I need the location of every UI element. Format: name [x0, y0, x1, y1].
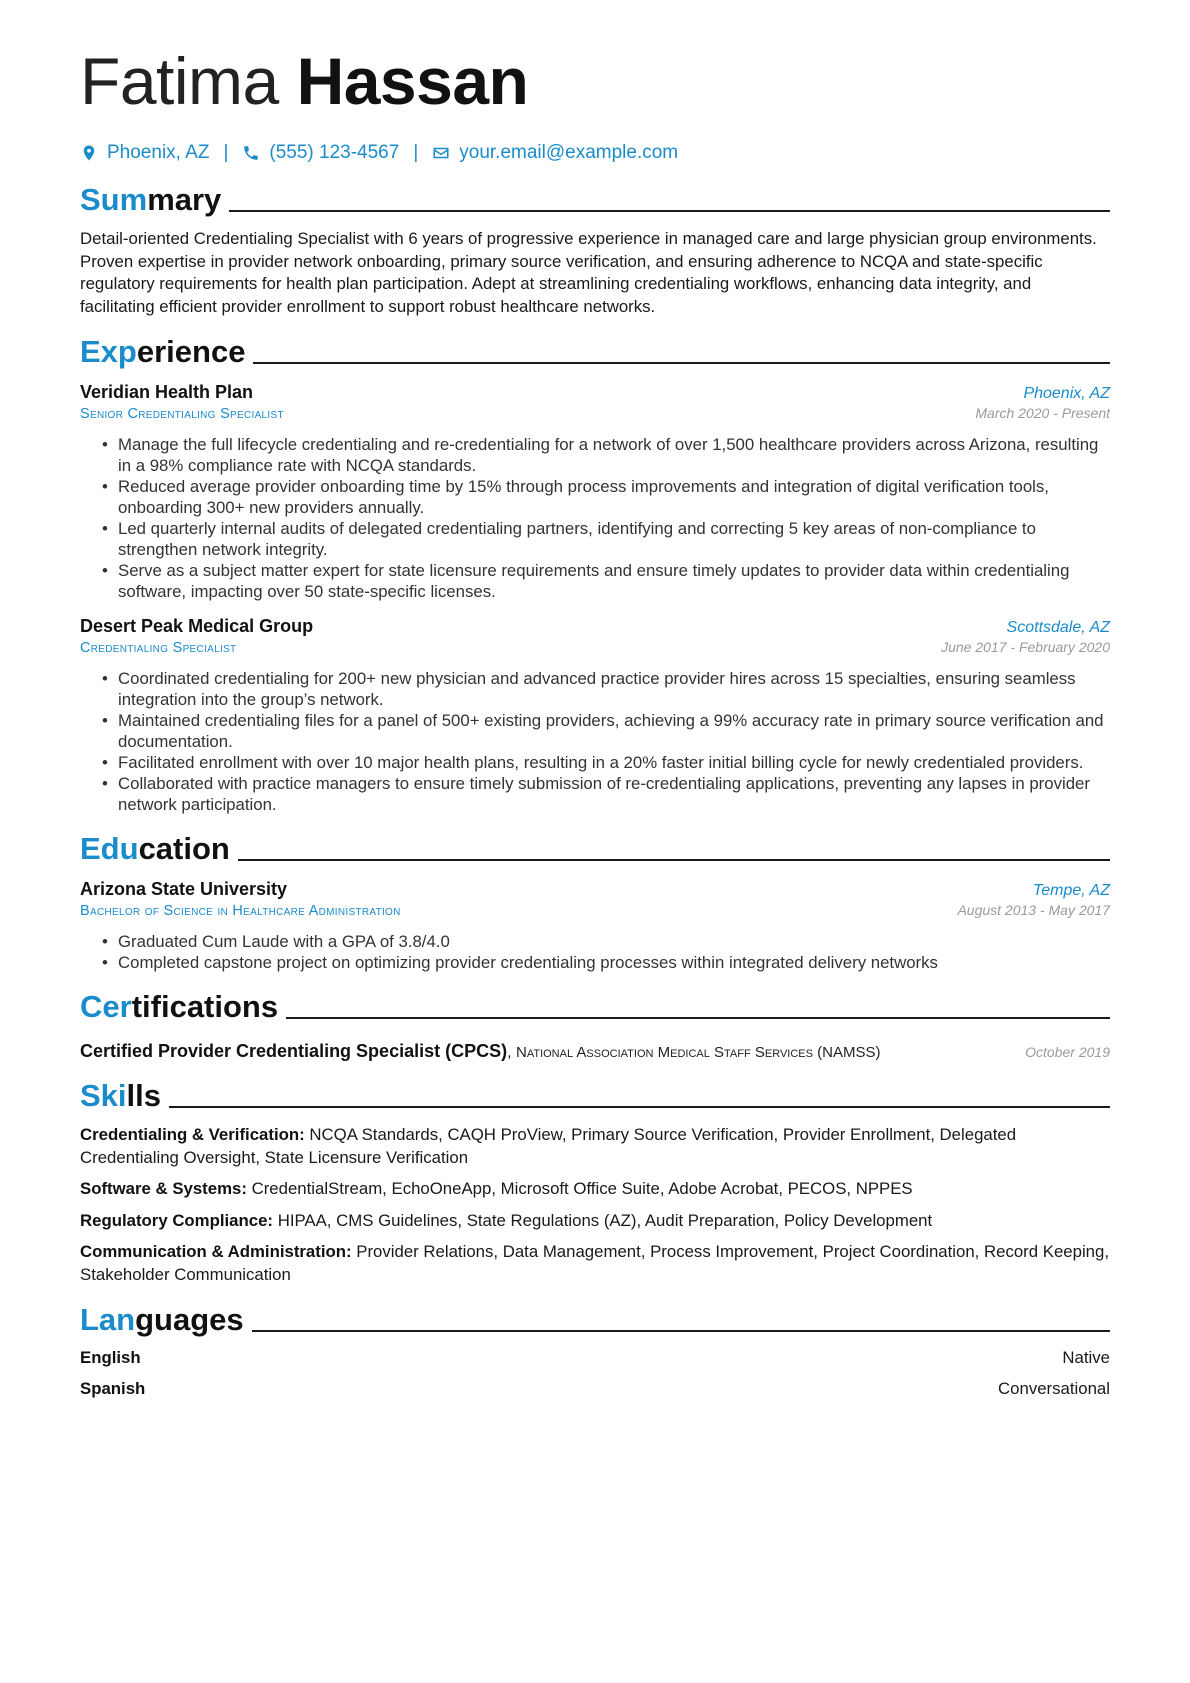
last-name: Hassan [296, 44, 529, 118]
list-item: • Maintained credentialing files for a panel of 500+ existing providers, achieving a 99% accuracy rate in primary source verification and documentation. [118, 710, 1110, 752]
skill-group: Communication & Administration: Provider Relations, Data Management, Process Improvement, Project Coordination, Record Keeping, Stakeholder Communication [80, 1242, 1110, 1284]
list-item: • Coordinated credentialing for 200+ new physician and advanced practice provider hires across 15 specialties, ensuring seamless integration into the group’s network. [118, 668, 1110, 710]
first-name: Fatima [80, 44, 279, 118]
experience-heading: Experience [80, 332, 1110, 370]
contact-separator: | [223, 142, 229, 163]
certification-entry: Certified Provider Credentialing Specialist (CPCS), National Association Medical Staff Services (NAMSS) October 2019 [80, 1041, 1110, 1061]
list-item: • Completed capstone project on optimizing provider credentialing processes within integrated delivery networks [118, 952, 1110, 973]
job-dates: June 2017 - February 2020 [941, 639, 1110, 655]
education-entry [80, 879, 1110, 973]
contact-line [80, 140, 1110, 166]
certifications-heading: Certifications [80, 987, 1110, 1025]
certification-name: Certified Provider Credentialing Specialist (CPCS) [80, 1041, 508, 1061]
summary-heading: Summary [80, 180, 1110, 218]
list-item: • Manage the full lifecycle credentialing and re-credentialing for a network of over 1,500 healthcare providers across Arizona, resulting in a 98% compliance rate with NCQA standards. [118, 434, 1110, 476]
section-rule [286, 1017, 1110, 1019]
language-name: English [80, 1348, 141, 1367]
list-item: • Reduced average provider onboarding time by 15% through process improvements and integration of digital verification tools, onboarding 300+ new providers annually. [118, 476, 1110, 518]
school-location: Tempe, AZ [1032, 882, 1110, 899]
language-name: Spanish [80, 1379, 146, 1398]
education-heading: Education [80, 829, 1110, 867]
skill-group: Regulatory Compliance: HIPAA, CMS Guidelines, State Regulations (AZ), Audit Preparation, Policy Development [80, 1210, 933, 1230]
language-item [80, 1347, 1110, 1369]
phone-text: (555) 123-4567 [269, 142, 400, 163]
candidate-name [80, 44, 1110, 118]
language-level: Native [1062, 1348, 1110, 1367]
list-item: • Serve as a subject matter expert for state licensure requirements and ensure timely updates to provider data within credentialing software, impacting over 50 state-specific licenses. [118, 560, 1110, 602]
experience-entry [80, 616, 1110, 815]
job-location: Scottsdale, AZ [1006, 619, 1110, 636]
contact-email[interactable] [432, 142, 678, 164]
experience-entry [80, 382, 1110, 602]
certification-org: National Association Medical Staff Services (NAMSS) [516, 1044, 881, 1061]
job-bullets [80, 434, 1110, 602]
list-item: • Led quarterly internal audits of delegated credentialing partners, identifying and correcting 5 key areas of non-compliance to strengthen network integrity. [118, 518, 1110, 560]
contact-separator: | [413, 142, 419, 163]
summary-text: Detail-oriented Credentialing Specialist with 6 years of progressive experience in managed care and large physician group environments. Proven expertise in provider network onboarding, primary source verification, and ensuring adherence to NCQA and state-specific regulatory requirements for health plan participation. Adept at streamlining credentialing workflows, enhancing data integrity, and facilitating efficient provider enrollment to support robust healthcare networks. [80, 229, 1097, 316]
section-rule [169, 1106, 1110, 1108]
section-rule [253, 362, 1110, 364]
languages-heading: Languages [80, 1300, 1110, 1338]
section-rule [252, 1330, 1110, 1332]
envelope-icon [432, 144, 450, 162]
job-title: Senior Credentialing Specialist [80, 406, 284, 422]
skills-heading: Skills [80, 1076, 1110, 1114]
job-bullets [80, 668, 1110, 815]
degree-title: Bachelor of Science in Healthcare Administration [80, 903, 401, 919]
contact-phone[interactable] [242, 142, 399, 164]
skills-list [80, 1124, 1110, 1286]
job-title: Credentialing Specialist [80, 640, 237, 656]
certification-date: October 2019 [1025, 1044, 1110, 1060]
education-bullets [80, 931, 1110, 973]
school-name: Arizona State University [80, 879, 288, 899]
job-dates: March 2020 - Present [975, 405, 1110, 421]
language-level: Conversational [998, 1379, 1110, 1398]
job-location: Phoenix, AZ [1023, 385, 1110, 402]
education-dates: August 2013 - May 2017 [957, 902, 1110, 918]
phone-icon [242, 144, 260, 162]
skill-group: Credentialing & Verification: NCQA Standards, CAQH ProView, Primary Source Verification, Provider Enrollment, Delegated Credentialing Oversight, State Licensure Verification [80, 1125, 1017, 1167]
map-pin-icon [80, 144, 98, 162]
list-item: • Facilitated enrollment with over 10 major health plans, resulting in a 20% faster initial billing cycle for newly credentialed providers. [118, 752, 1110, 773]
language-item [80, 1378, 1110, 1400]
email-link[interactable]: your.email@example.com [459, 142, 679, 163]
list-item: • Graduated Cum Laude with a GPA of 3.8/4.0 [118, 931, 1110, 952]
contact-location [80, 142, 209, 164]
skill-group: Software & Systems: CredentialStream, EchoOneApp, Microsoft Office Suite, Adobe Acrobat, PECOS, NPPES [80, 1179, 913, 1198]
employer-name: Desert Peak Medical Group [80, 616, 314, 636]
list-item: • Collaborated with practice managers to ensure timely submission of re-credentialing applications, preventing any lapses in provider network participation. [118, 773, 1110, 815]
section-rule [238, 859, 1110, 861]
employer-name: Veridian Health Plan [80, 382, 254, 402]
section-rule [229, 210, 1110, 212]
location-text: Phoenix, AZ [107, 142, 210, 163]
languages-list [80, 1347, 1110, 1400]
